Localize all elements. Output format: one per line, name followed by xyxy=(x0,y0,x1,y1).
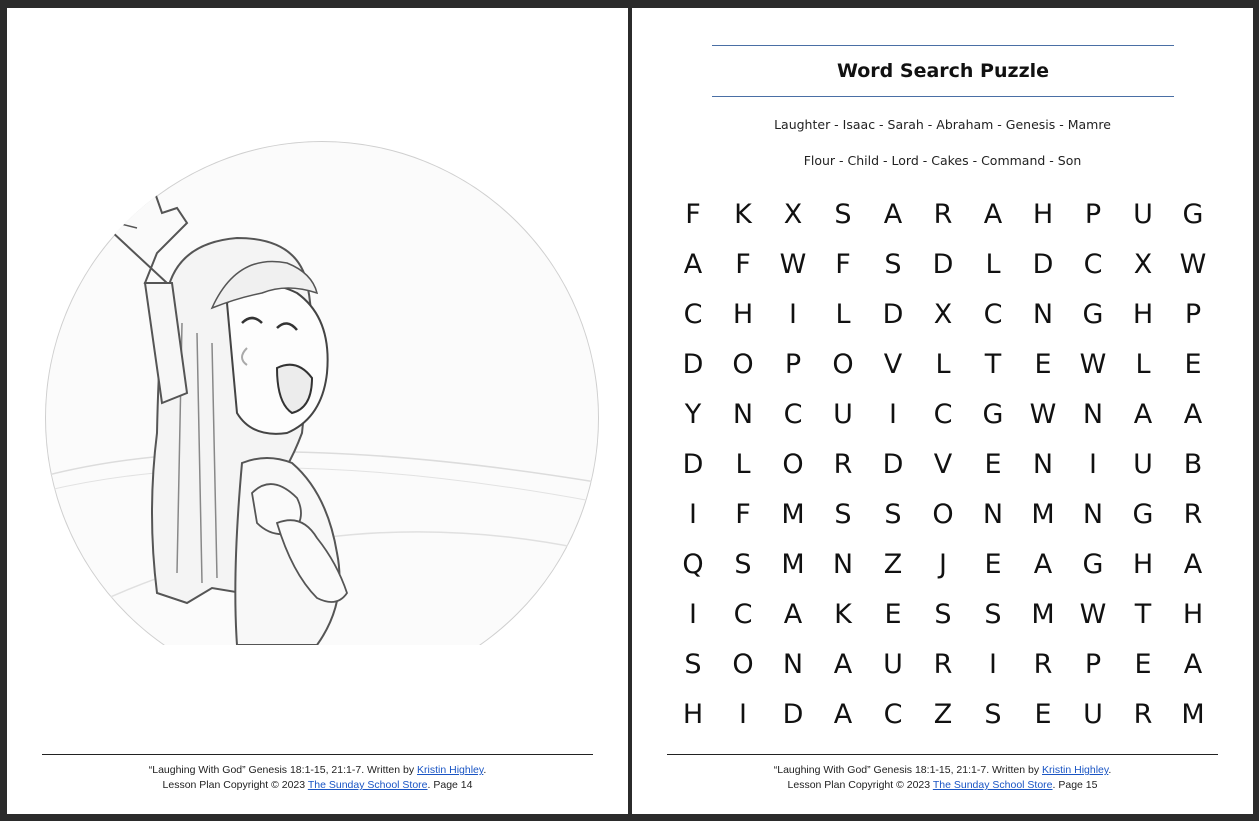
page-footer xyxy=(42,763,593,793)
footer-line-1 xyxy=(42,763,593,778)
grid-letter: H xyxy=(732,298,754,330)
grid-letter: P xyxy=(1084,648,1102,680)
grid-letter: T xyxy=(1134,598,1152,630)
title-rule-top xyxy=(712,45,1174,46)
grid-letter: I xyxy=(689,598,697,630)
grid-letter: H xyxy=(1182,598,1204,630)
grid-letter: M xyxy=(781,548,805,580)
grid-letter: W xyxy=(779,248,807,280)
grid-letter: W xyxy=(1179,248,1207,280)
grid-letter: G xyxy=(1082,548,1104,580)
grid-letter: A xyxy=(1183,648,1203,680)
grid-letter: Z xyxy=(933,698,953,730)
grid-letter: C xyxy=(1083,248,1103,280)
grid-letter: O xyxy=(932,498,954,530)
grid-letter: U xyxy=(1083,698,1103,730)
grid-letter: I xyxy=(789,298,797,330)
grid-letter: Y xyxy=(684,398,702,430)
grid-letter: C xyxy=(983,298,1003,330)
grid-letter: R xyxy=(833,448,853,480)
grid-letter: C xyxy=(933,398,953,430)
grid-letter: H xyxy=(1132,298,1154,330)
grid-letter: E xyxy=(1184,348,1202,380)
grid-letter: C xyxy=(733,598,753,630)
grid-letter: I xyxy=(689,498,697,530)
grid-letter: U xyxy=(1133,198,1153,230)
word-list-line-2: Flour - Child - Lord - Cakes - Command - Son xyxy=(803,153,1082,168)
grid-letter: S xyxy=(884,248,902,280)
footer-period: . xyxy=(483,764,487,776)
grid-letter: N xyxy=(1082,398,1104,430)
title-rule-bottom xyxy=(712,96,1174,97)
grid-letter: O xyxy=(832,348,854,380)
grid-letter: A xyxy=(833,648,853,680)
grid-letter: I xyxy=(889,398,897,430)
footer-divider xyxy=(42,754,593,755)
grid-letter: J xyxy=(939,548,947,580)
grid-letter: I xyxy=(739,698,747,730)
word-list-line-1: Laughter - Isaac - Sarah - Abraham - Genesis - Mamre xyxy=(774,117,1111,132)
grid-letter: L xyxy=(735,448,751,480)
right-page xyxy=(632,8,1253,814)
grid-letter: U xyxy=(883,648,903,680)
grid-letter: R xyxy=(1133,698,1153,730)
store-link[interactable]: The Sunday School Store xyxy=(932,779,1053,791)
grid-letter: A xyxy=(1133,398,1153,430)
grid-letter: O xyxy=(732,648,754,680)
grid-letter: A xyxy=(783,598,803,630)
grid-letter: G xyxy=(1182,198,1204,230)
grid-letter: W xyxy=(1079,598,1107,630)
laughing-girl-illustration xyxy=(37,133,602,645)
grid-letter: A xyxy=(1183,548,1203,580)
grid-letter: E xyxy=(1034,348,1052,380)
grid-letter: O xyxy=(732,348,754,380)
word-search-grid xyxy=(668,189,1218,739)
grid-letter: N xyxy=(982,498,1004,530)
grid-letter: P xyxy=(1084,198,1102,230)
footer-line-2 xyxy=(42,778,593,793)
grid-letter: O xyxy=(782,448,804,480)
grid-letter: E xyxy=(1034,698,1052,730)
grid-letter: N xyxy=(1032,448,1054,480)
grid-letter: W xyxy=(1079,348,1107,380)
grid-letter: H xyxy=(1132,548,1154,580)
grid-letter: D xyxy=(782,698,804,730)
grid-letter: X xyxy=(933,298,953,330)
grid-letter: H xyxy=(682,698,704,730)
grid-letter: A xyxy=(833,698,853,730)
author-link[interactable]: Kristin Highley xyxy=(417,764,484,776)
grid-letter: N xyxy=(782,648,804,680)
grid-letter: S xyxy=(834,198,852,230)
grid-letter: R xyxy=(1033,648,1053,680)
grid-letter: C xyxy=(683,298,703,330)
grid-letter: L xyxy=(935,348,951,380)
footer-line-1 xyxy=(667,763,1218,778)
grid-letter: S xyxy=(884,498,902,530)
grid-letter: M xyxy=(781,498,805,530)
grid-letter: S xyxy=(984,698,1002,730)
grid-letter: L xyxy=(1135,348,1151,380)
grid-letter: N xyxy=(1082,498,1104,530)
grid-letter: N xyxy=(832,548,854,580)
grid-letter: D xyxy=(882,298,904,330)
grid-letter: W xyxy=(1029,398,1057,430)
grid-letter: Z xyxy=(883,548,903,580)
grid-letter: I xyxy=(989,648,997,680)
grid-letter: M xyxy=(1181,698,1205,730)
author-link[interactable]: Kristin Highley xyxy=(1042,764,1109,776)
grid-letter: S xyxy=(684,648,702,680)
grid-letter: A xyxy=(983,198,1003,230)
grid-letter: G xyxy=(1082,298,1104,330)
footer-divider xyxy=(667,754,1218,755)
grid-letter: A xyxy=(883,198,903,230)
grid-letter: V xyxy=(883,348,903,380)
grid-letter: F xyxy=(735,498,751,530)
footer-copyright: Lesson Plan Copyright © 2023 xyxy=(162,779,308,791)
grid-letter: T xyxy=(984,348,1002,380)
grid-letter: A xyxy=(1183,398,1203,430)
grid-letter: E xyxy=(984,448,1002,480)
grid-letter: U xyxy=(1133,448,1153,480)
grid-letter: E xyxy=(1134,648,1152,680)
grid-letter: H xyxy=(1032,198,1054,230)
grid-letter: D xyxy=(1032,248,1054,280)
grid-letter: S xyxy=(734,548,752,580)
grid-letter: F xyxy=(685,198,701,230)
grid-letter: P xyxy=(784,348,802,380)
grid-letter: X xyxy=(783,198,803,230)
grid-letter: D xyxy=(882,448,904,480)
grid-letter: D xyxy=(682,448,704,480)
grid-letter: M xyxy=(1031,598,1055,630)
grid-letter: C xyxy=(883,698,903,730)
grid-letter: F xyxy=(835,248,851,280)
grid-letter: K xyxy=(834,598,852,630)
grid-letter: K xyxy=(734,198,752,230)
grid-letter: E xyxy=(884,598,902,630)
footer-line-2 xyxy=(667,778,1218,793)
grid-letter: S xyxy=(984,598,1002,630)
grid-letter: V xyxy=(933,448,953,480)
page-number: . Page 14 xyxy=(427,779,473,791)
grid-letter: D xyxy=(932,248,954,280)
grid-letter: A xyxy=(683,248,703,280)
footer-citation: “Laughing With God” Genesis 18:1-15, 21:1-7. Written by xyxy=(773,764,1043,776)
grid-letter: N xyxy=(1032,298,1054,330)
grid-letter: P xyxy=(1184,298,1202,330)
footer-period: . xyxy=(1108,764,1112,776)
grid-letter: A xyxy=(1033,548,1053,580)
grid-letter: R xyxy=(933,198,953,230)
grid-letter: L xyxy=(835,298,851,330)
grid-letter: E xyxy=(984,548,1002,580)
footer-citation: “Laughing With God” Genesis 18:1-15, 21:1-7. Written by xyxy=(148,764,418,776)
grid-letter: X xyxy=(1133,248,1153,280)
footer-copyright: Lesson Plan Copyright © 2023 xyxy=(787,779,933,791)
grid-letter: Q xyxy=(682,548,704,580)
grid-letter: R xyxy=(933,648,953,680)
store-link[interactable]: The Sunday School Store xyxy=(307,779,428,791)
left-page xyxy=(7,8,628,814)
page-number: . Page 15 xyxy=(1052,779,1098,791)
page-title: Word Search Puzzle xyxy=(836,60,1050,82)
grid-letter: L xyxy=(985,248,1001,280)
grid-letter: I xyxy=(1089,448,1097,480)
grid-letter: B xyxy=(1183,448,1203,480)
page-footer xyxy=(667,763,1218,793)
grid-letter: M xyxy=(1031,498,1055,530)
grid-letter: S xyxy=(934,598,952,630)
grid-letter: G xyxy=(1132,498,1154,530)
grid-letter: S xyxy=(834,498,852,530)
grid-letter: D xyxy=(682,348,704,380)
grid-letter: R xyxy=(1183,498,1203,530)
grid-letter: C xyxy=(783,398,803,430)
grid-letter: U xyxy=(833,398,853,430)
grid-letter: F xyxy=(735,248,751,280)
grid-letter: N xyxy=(732,398,754,430)
grid-letter: G xyxy=(982,398,1004,430)
